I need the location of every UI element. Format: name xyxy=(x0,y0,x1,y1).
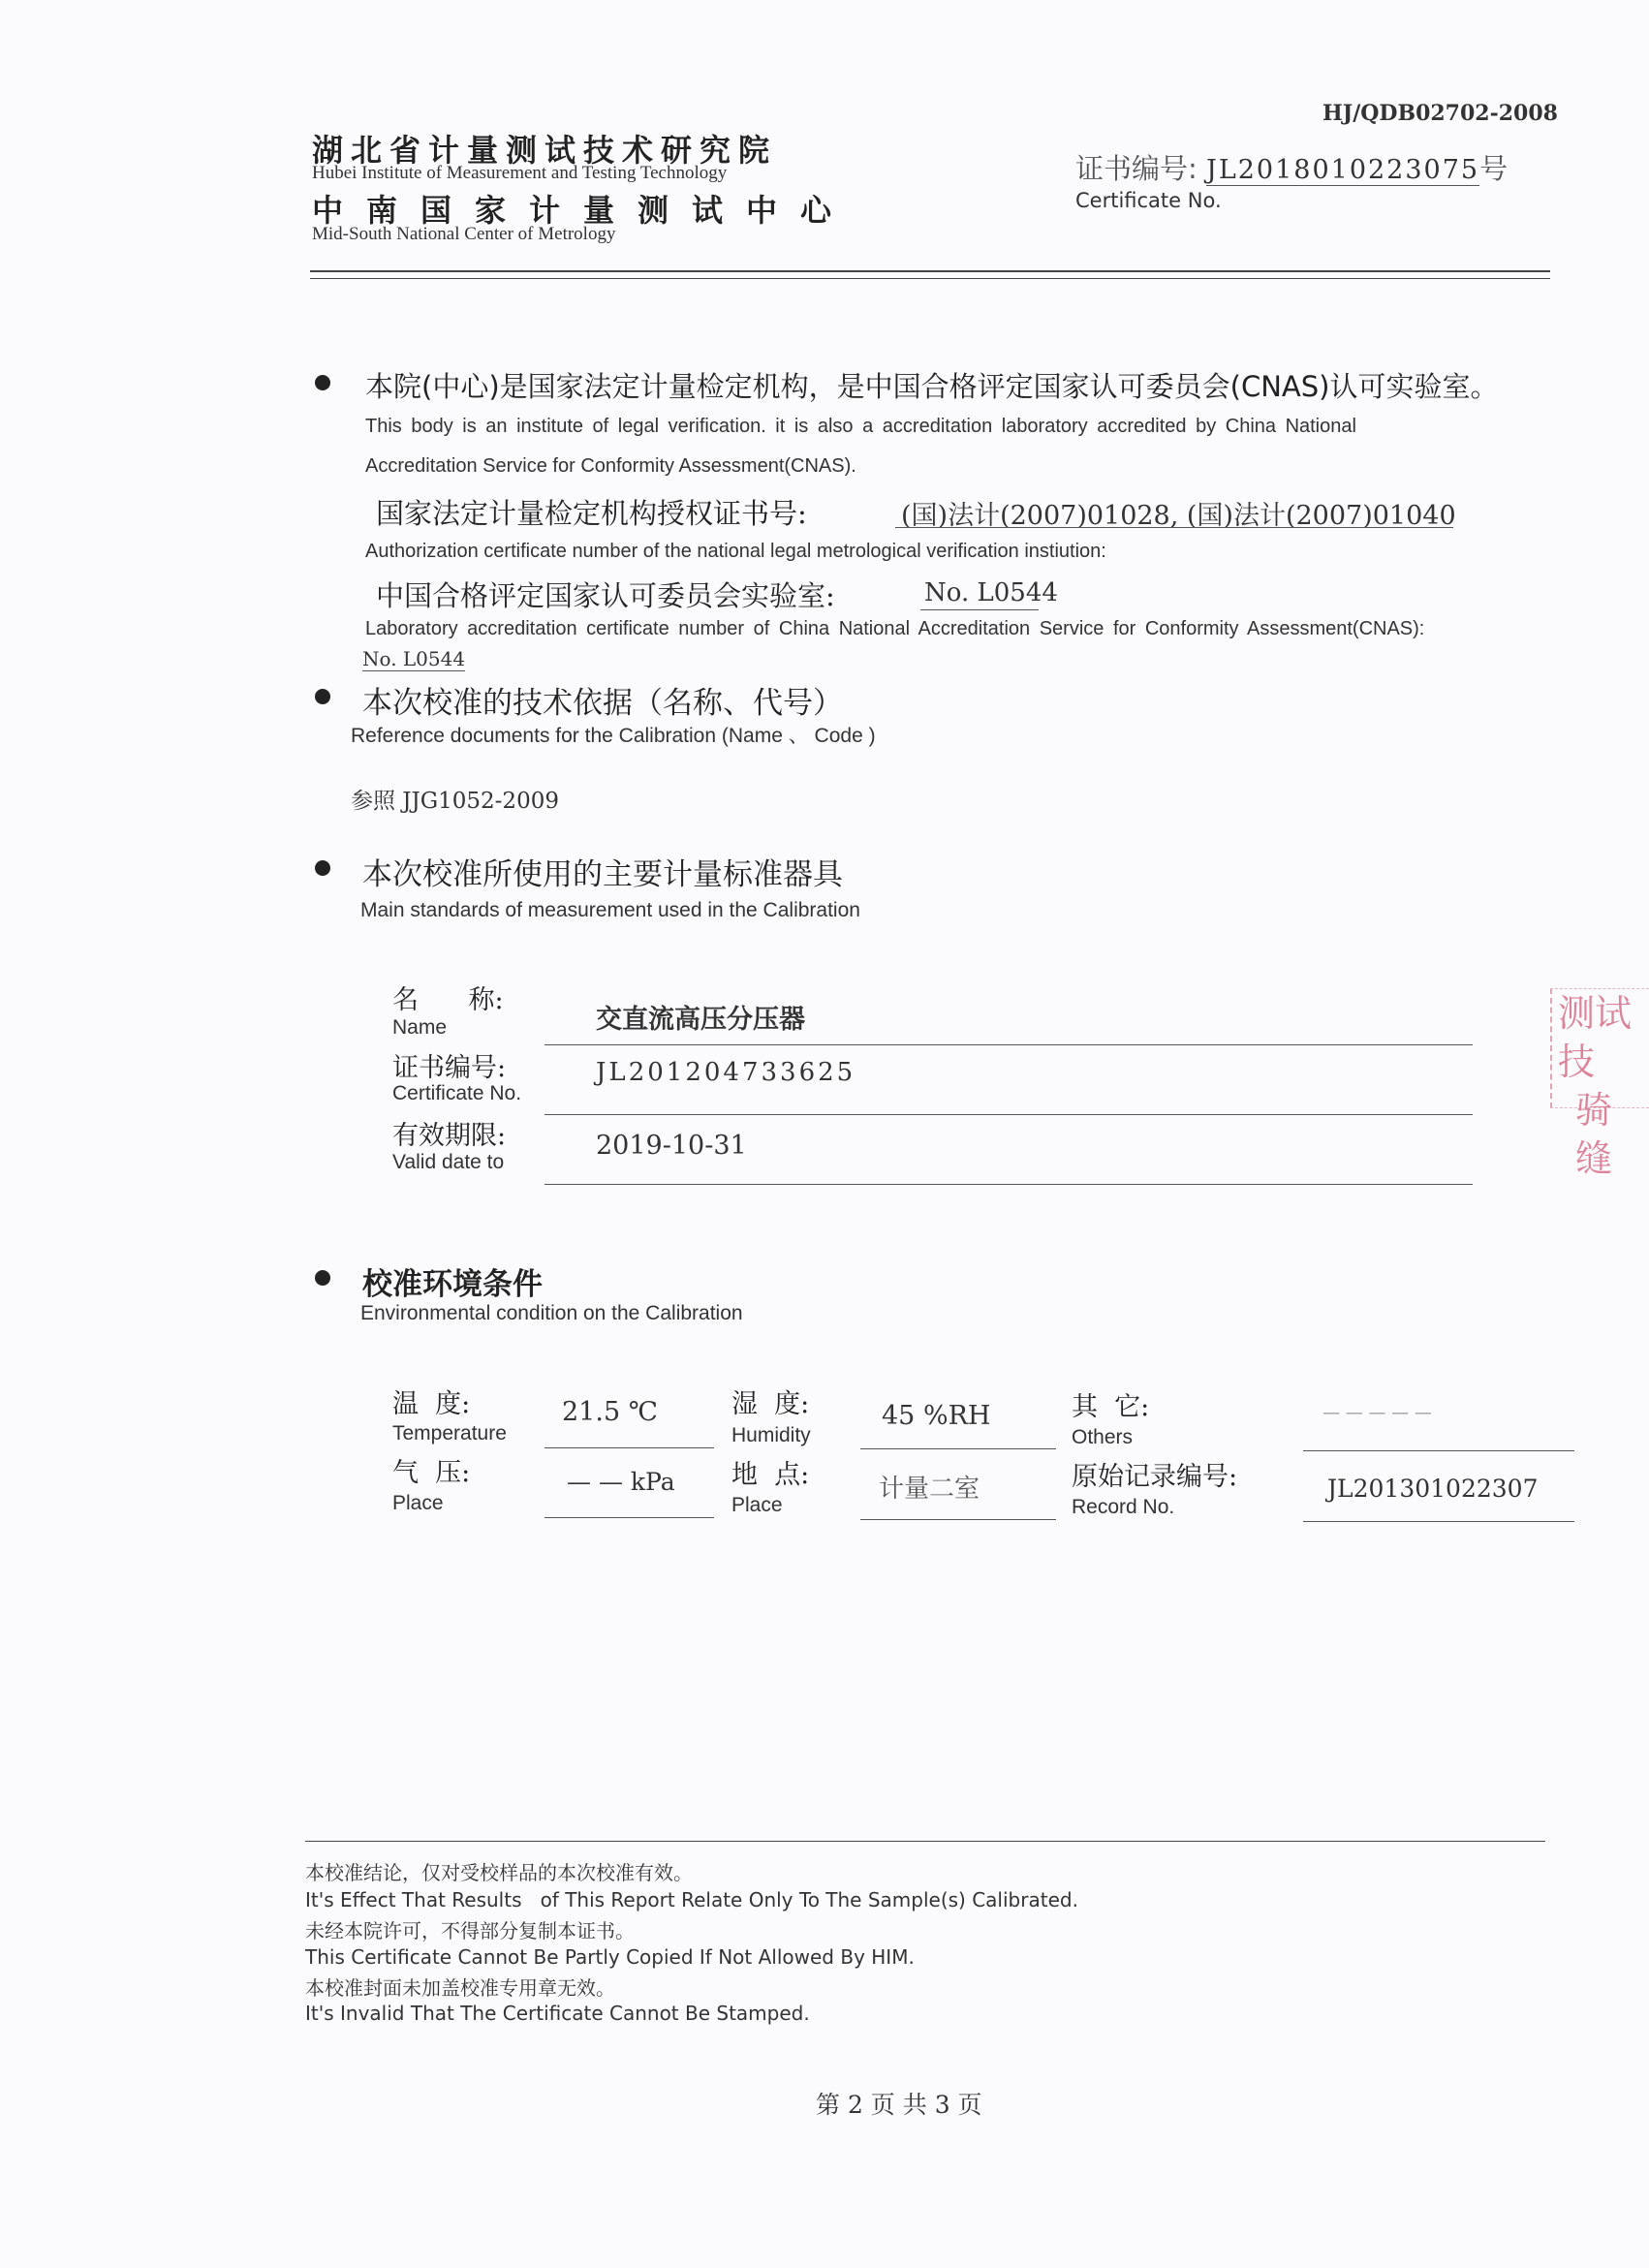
standard-cert-label-en: Certificate No. xyxy=(392,1082,522,1104)
humidity-label-en: Humidity xyxy=(731,1424,811,1446)
bullet xyxy=(315,1270,330,1286)
record-value: JL201301022307 xyxy=(1327,1475,1539,1503)
reference-document: 参照 JJG1052-2009 xyxy=(351,789,559,814)
footer-line3-en: It's Invalid That The Certificate Cannot Be Stamped. xyxy=(305,2002,810,2025)
certificate-number-label-en: Certificate No. xyxy=(1075,189,1222,212)
page-number: 第 2 页 共 3 页 xyxy=(816,2091,982,2119)
cnas-statement-en-1: This body is an institute of legal verification. it is also a accreditation laboratory accredited by China National xyxy=(365,416,1356,437)
lab-accreditation-number: No. L0544 xyxy=(924,578,1058,607)
temperature-underline xyxy=(544,1447,714,1448)
env-condition-title-cn: 校准环境条件 xyxy=(362,1267,543,1302)
certificate-number-label xyxy=(1075,147,1508,187)
standard-valid-label-cn: 有效期限: xyxy=(392,1121,507,1151)
reference-docs-title-cn: 本次校准的技术依据（名称、代号） xyxy=(362,686,843,721)
standard-valid-underline xyxy=(544,1184,1473,1185)
pressure-value: — — kPa xyxy=(567,1468,675,1496)
record-label-cn: 原始记录编号: xyxy=(1072,1462,1238,1492)
center-name-en: Mid-South National Center of Metrology xyxy=(312,224,616,244)
footer-divider xyxy=(305,1841,1545,1842)
temperature-label-cn: 温 度: xyxy=(392,1389,471,1419)
temperature-value: 21.5 ℃ xyxy=(562,1397,658,1427)
humidity-value: 45 %RH xyxy=(882,1401,991,1431)
main-standards-title-cn: 本次校准所使用的主要计量标准器具 xyxy=(362,857,843,892)
authorization-label-en: Authorization certificate number of the national legal metrological verification instiution: xyxy=(365,541,1106,562)
cert-suffix: 号 xyxy=(1479,152,1509,185)
place-value: 计量二室 xyxy=(879,1475,980,1504)
lab-accreditation-label-en: Laboratory accreditation certificate number of China National Accreditation Service for Conformity Assessment(CNAS): xyxy=(365,618,1425,639)
bullet xyxy=(315,860,330,876)
lab-accreditation-label-cn: 中国合格评定国家认可委员会实验室: xyxy=(376,579,835,612)
lab-accreditation-underline xyxy=(920,609,1039,610)
bullet xyxy=(315,689,330,704)
standard-cert-value: JL201204733625 xyxy=(596,1058,856,1087)
standard-name-label-cn: 名 称: xyxy=(392,985,504,1015)
institute-name-en: Hubei Institute of Measurement and Testing Technology xyxy=(312,163,728,183)
standard-cert-underline xyxy=(544,1114,1473,1115)
temperature-label-en: Temperature xyxy=(392,1422,507,1445)
footer-line1-cn: 本校准结论，仅对受校样品的本次校准有效。 xyxy=(305,1861,693,1884)
others-value: — — — — — xyxy=(1322,1403,1432,1423)
place-underline xyxy=(860,1519,1056,1520)
record-underline xyxy=(1303,1521,1574,1522)
others-underline xyxy=(1303,1450,1574,1451)
others-label-en: Others xyxy=(1072,1426,1134,1448)
env-condition-title-en: Environmental condition on the Calibration xyxy=(360,1302,743,1324)
reference-docs-title-en: Reference documents for the Calibration (Name 、 Code ) xyxy=(351,725,876,747)
place-label-en: Place xyxy=(731,1494,783,1516)
cert-label-cn: 证书编号: xyxy=(1075,152,1198,185)
institute-name-cn: 湖北省计量测试技术研究院 xyxy=(312,132,778,169)
footer-line3-cn: 本校准封面未加盖校准专用章无效。 xyxy=(305,1976,615,2000)
place-label-cn: 地 点: xyxy=(731,1460,810,1490)
cnas-statement-en-2: Accreditation Service for Conformity Assessment(CNAS). xyxy=(365,455,856,477)
header-divider-top xyxy=(310,270,1550,272)
center-name-cn: 中南国家计量测试中心 xyxy=(312,192,856,229)
lab-accreditation-number-en: No. L0544 xyxy=(362,647,466,670)
pressure-underline xyxy=(544,1517,714,1518)
standard-name-underline xyxy=(544,1044,1473,1045)
standard-valid-value: 2019-10-31 xyxy=(596,1131,747,1161)
humidity-label-cn: 湿 度: xyxy=(731,1389,810,1419)
standard-valid-label-en: Valid date to xyxy=(392,1151,505,1173)
footer-line2-en: This Certificate Cannot Be Partly Copied If Not Allowed By HIM. xyxy=(305,1945,915,1969)
seal-text-1: 测试技 xyxy=(1558,992,1633,1083)
certificate-number: JL2018010223075 xyxy=(1206,155,1480,185)
standard-name-value: 交直流高压分压器 xyxy=(596,1005,805,1035)
footer-line2-cn: 未经本院许可，不得部分复制本证书。 xyxy=(305,1919,635,1942)
cnas-statement-cn: 本院(中心)是国家法定计量检定机构，是中国合格评定国家认可委员会(CNAS)认可实验室。 xyxy=(365,370,1499,403)
seam-seal-stamp xyxy=(1550,988,1649,1180)
form-code: HJ/QDB02702-2008 xyxy=(1322,101,1558,126)
humidity-underline xyxy=(860,1448,1056,1449)
pressure-label-cn: 气 压: xyxy=(392,1458,471,1488)
record-label-en: Record No. xyxy=(1072,1496,1175,1518)
footer-line1-en: It's Effect That Results of This Report Relate Only To The Sample(s) Calibrated. xyxy=(305,1888,1078,1911)
bullet xyxy=(315,375,330,390)
main-standards-title-en: Main standards of measurement used in the Calibration xyxy=(360,899,860,921)
authorization-underline xyxy=(895,527,1453,528)
pressure-label-en: Place xyxy=(392,1492,444,1514)
standard-name-label-en: Name xyxy=(392,1016,448,1039)
standard-cert-label-cn: 证书编号: xyxy=(392,1053,507,1083)
seal-text-2: 骑 缝 xyxy=(1575,1089,1613,1180)
others-label-cn: 其 它: xyxy=(1072,1392,1150,1422)
header-divider-bottom xyxy=(310,278,1550,279)
authorization-label-cn: 国家法定计量检定机构授权证书号: xyxy=(376,497,807,530)
authorization-cert-number: (国)法计(2007)01028, (国)法计(2007)01040 xyxy=(901,501,1456,531)
